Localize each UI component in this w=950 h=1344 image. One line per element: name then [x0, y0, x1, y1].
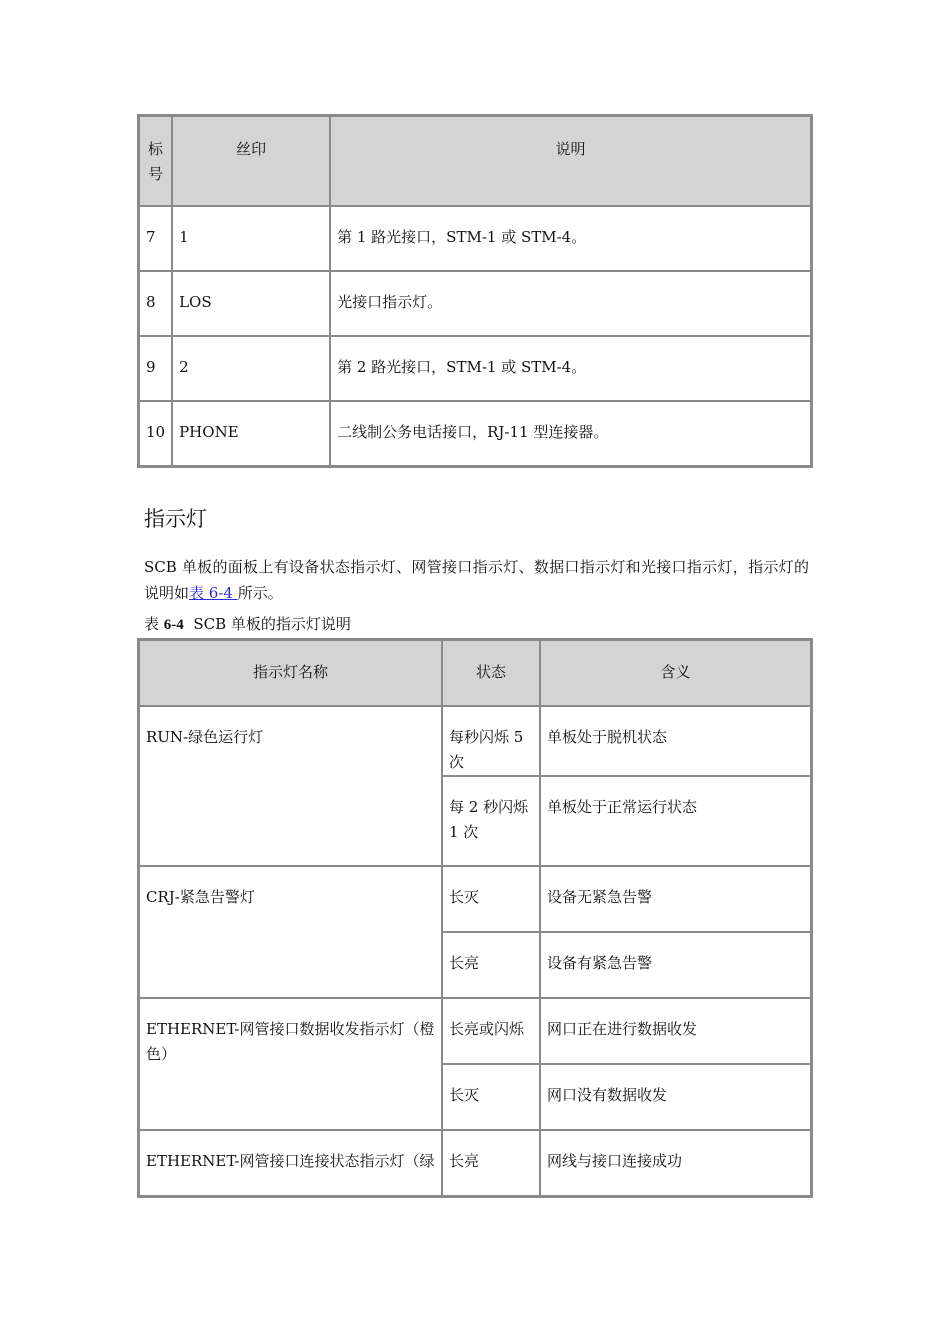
- table-reference-link[interactable]: 表 6-4: [189, 584, 238, 602]
- table-row: [139, 206, 811, 271]
- cell-indicator-name: ETHERNET-网管接口连接状态指示灯（绿: [139, 1130, 442, 1196]
- col-header-indicator-name: 指示灯名称: [139, 640, 442, 706]
- indicator-table: [137, 638, 813, 1198]
- col-header-state: 状态: [442, 640, 540, 706]
- cell-meaning: 网口没有数据收发: [540, 1064, 811, 1130]
- caption-number: 6-4: [163, 617, 184, 633]
- table-row: [139, 401, 811, 466]
- cell-state: 长灭: [442, 1064, 540, 1130]
- cell-indicator-name: RUN-绿色运行灯: [139, 706, 442, 866]
- cell-number: 9: [139, 336, 172, 401]
- table-row: [139, 866, 811, 932]
- col-header-meaning: 含义: [540, 640, 811, 706]
- cell-meaning: 网口正在进行数据收发: [540, 998, 811, 1064]
- paragraph-text: SCB 单板的面板上有设备状态指示灯、网管接口指示灯、数据口指示灯和光接口指示灯，指示灯的说明如: [144, 558, 809, 602]
- cell-meaning: 单板处于正常运行状态: [540, 776, 811, 866]
- paragraph-text-end: 所示。: [237, 584, 283, 602]
- cell-description: 光接口指示灯。: [330, 271, 811, 336]
- cell-silkscreen: 1: [172, 206, 330, 271]
- caption-text: SCB 单板的指示灯说明: [183, 615, 351, 633]
- cell-state: 长亮: [442, 932, 540, 998]
- cell-number: 10: [139, 401, 172, 466]
- cell-meaning: 设备有紧急告警: [540, 932, 811, 998]
- cell-number: 8: [139, 271, 172, 336]
- cell-meaning: 设备无紧急告警: [540, 866, 811, 932]
- cell-indicator-name: CRJ-紧急告警灯: [139, 866, 442, 998]
- cell-state: 每 2 秒闪烁 1 次: [442, 776, 540, 866]
- cell-silkscreen: 2: [172, 336, 330, 401]
- table-header-row: [139, 116, 811, 206]
- col-header-silkscreen: 丝印: [172, 116, 330, 206]
- cell-description: 第 1 路光接口，STM-1 或 STM-4。: [330, 206, 811, 271]
- cell-indicator-name: ETHERNET-网管接口数据收发指示灯（橙色）: [139, 998, 442, 1130]
- cell-silkscreen: PHONE: [172, 401, 330, 466]
- table-row: [139, 998, 811, 1064]
- cell-meaning: 单板处于脱机状态: [540, 706, 811, 776]
- table-row: [139, 336, 811, 401]
- cell-silkscreen: LOS: [172, 271, 330, 336]
- cell-description: 第 2 路光接口，STM-1 或 STM-4。: [330, 336, 811, 401]
- table-row: [139, 706, 811, 776]
- caption-prefix: 表: [144, 615, 164, 633]
- table-row: [139, 271, 811, 336]
- cell-number: 7: [139, 206, 172, 271]
- cell-state: 长亮或闪烁: [442, 998, 540, 1064]
- cell-description: 二线制公务电话接口，RJ-11 型连接器。: [330, 401, 811, 466]
- table-caption: [144, 613, 351, 634]
- table-row: [139, 1130, 811, 1196]
- table-header-row: [139, 640, 811, 706]
- cell-meaning: 网线与接口连接成功: [540, 1130, 811, 1196]
- cell-state: 每秒闪烁 5 次: [442, 706, 540, 776]
- section-paragraph: [144, 554, 809, 606]
- cell-state: 长亮: [442, 1130, 540, 1196]
- cell-state: 长灭: [442, 866, 540, 932]
- silkscreen-table: [137, 114, 813, 468]
- col-header-number: 标 号: [139, 116, 172, 206]
- col-header-description: 说明: [330, 116, 811, 206]
- section-heading: 指示灯: [144, 507, 207, 531]
